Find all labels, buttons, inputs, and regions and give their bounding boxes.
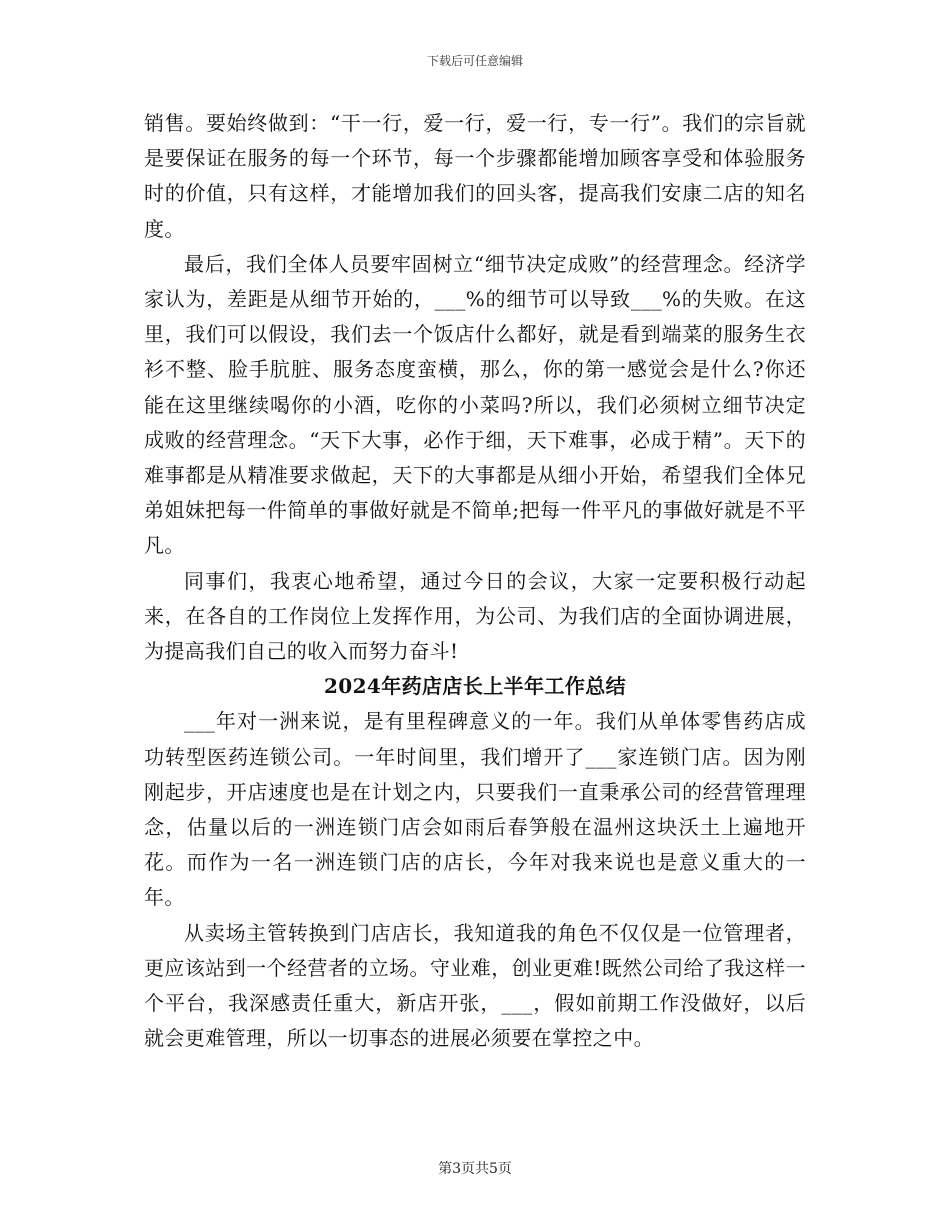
header-note: 下载后可任意编辑	[426, 54, 523, 68]
document-body	[144, 106, 806, 1056]
paragraph-continuation: 销售。要始终做到：“干一行，爱一行，爱一行，专一行”。我们的宗旨就是要保证在服务的每一个环节，每一个步骤都能增加顾客享受和体验服务时的价值，只有这样，才能增加我们的回头客，提高我们安康二店的知名度。	[144, 111, 806, 241]
paragraph-role-change: 从卖场主管转换到门店店长，我知道我的角色不仅仅是一位管理者，更应该站到一个经营者的立场。守业难，创业更难!既然公司给了我这样一个平台，我深感责任重大，新店开张，___，假如前期工作没做好，以后就会更难管理，所以一切事态的进展必须要在掌控之中。	[144, 920, 806, 1051]
paragraph-year-review: ___年对一洲来说，是有里程碑意义的一年。我们从单体零售药店成功转型医药连锁公司。一年时间里，我们增开了___家连锁门店。因为刚刚起步，开店速度也是在计划之内，只要我们一直秉承公司的经营管理理念，估量以后的一洲连锁门店会如雨后春笋般在温州这块沃土上遍地开花。而作为一名一洲连锁门店的店长，今年对我来说也是意义重大的一年。	[144, 709, 806, 910]
paragraph-closing-appeal: 同事们，我衷心地希望，通过今日的会议，大家一定要积极行动起来，在各自的工作岗位上发挥作用，为公司、为我们店的全面协调进展，为提高我们自己的收入而努力奋斗!	[144, 568, 806, 664]
paragraph-details-philosophy: 最后，我们全体人员要牢固树立“细节决定成败”的经营理念。经济学家认为，差距是从细节开始的，___%的细节可以导致___%的失败。在这里，我们可以假设，我们去一个饭店什么都好，就是看到端菜的服务生衣衫不整、脸手肮脏、服务态度蛮横，那么，你的第一感觉会是什么?你还能在这里继续喝你的小酒，吃你的小菜吗?所以，我们必须树立细节决定成败的经营理念。“天下大事，必作于细，天下难事，必成于精”。天下的难事都是从精准要求做起，天下的大事都是从细小开始，希望我们全体兄弟姐妹把每一件简单的事做好就是不简单;把每一件平凡的事做好就是不平凡。	[144, 251, 806, 558]
page-number: 第3页共5页	[438, 1161, 512, 1177]
section-title: 2024年药店店长上半年工作总结	[323, 674, 627, 699]
